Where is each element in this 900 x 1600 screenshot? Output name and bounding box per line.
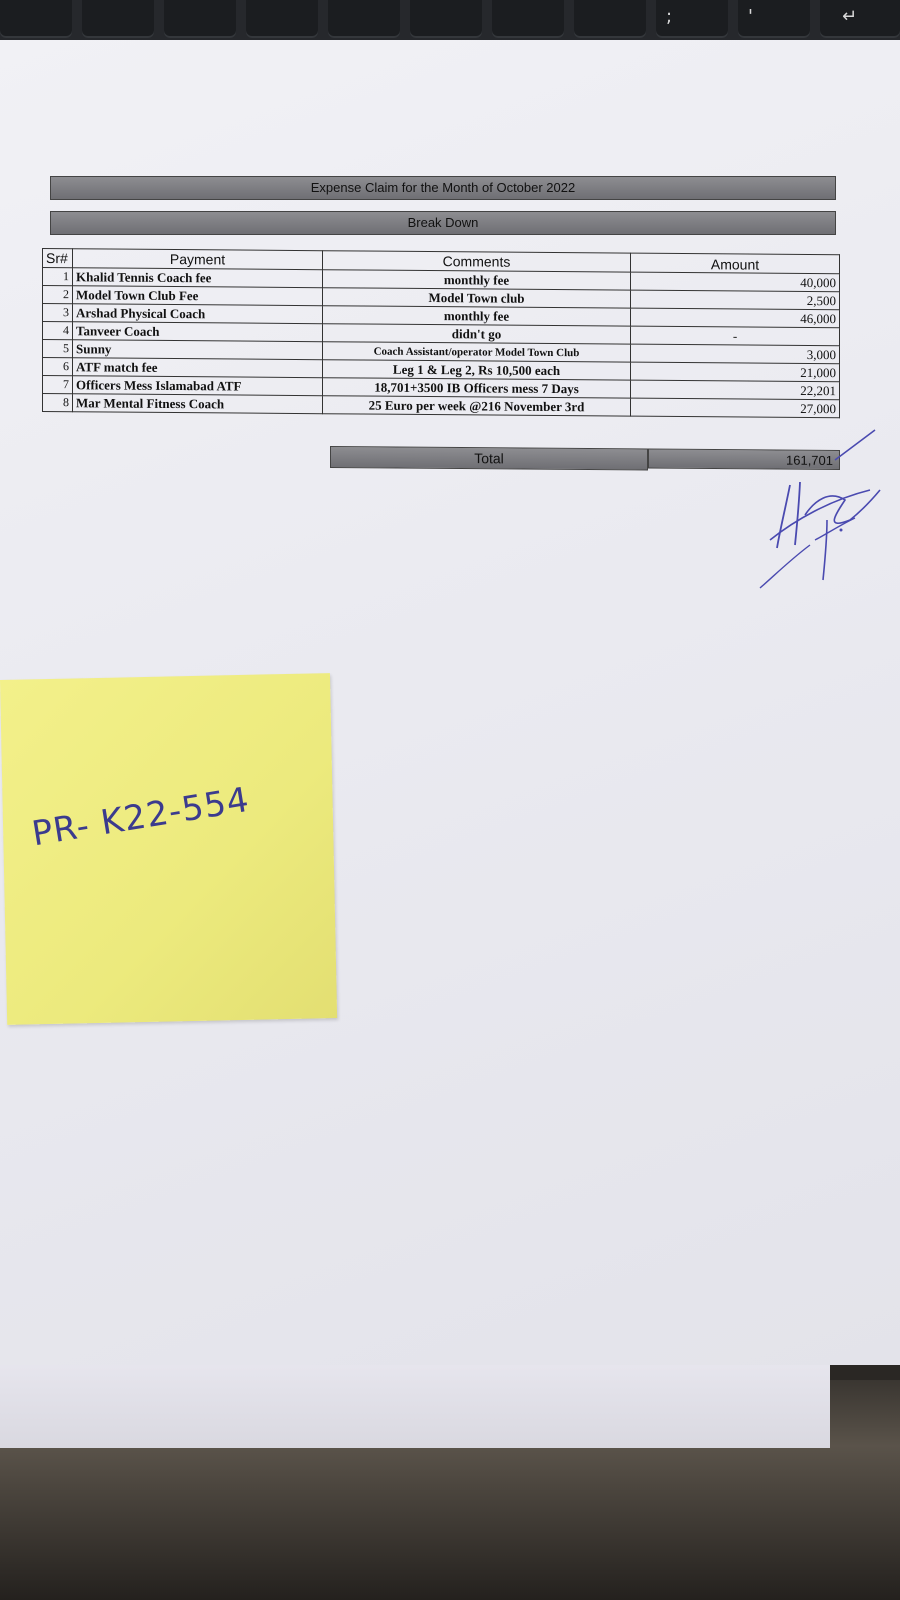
row-sr: 2 — [43, 286, 73, 304]
row-comment: 25 Euro per week @216 November 3rd — [323, 396, 631, 416]
semicolon-glyph: ; — [666, 6, 673, 27]
expense-table — [42, 248, 840, 418]
column-header-amount: Amount — [631, 253, 840, 274]
total-value: 161,701 — [648, 448, 840, 470]
keyboard-key — [0, 0, 72, 38]
row-amount: - — [631, 326, 840, 346]
keyboard-key-semicolon — [656, 0, 728, 38]
enter-icon: ↵ — [842, 6, 858, 27]
row-comment: monthly fee — [323, 270, 631, 290]
row-amount: 2,500 — [631, 290, 840, 310]
row-amount: 21,000 — [631, 362, 840, 382]
keyboard-key-enter — [820, 0, 900, 38]
sticky-note-text: PR- K22-554 — [29, 779, 253, 855]
row-comment: Leg 1 & Leg 2, Rs 10,500 each — [323, 360, 631, 380]
row-payment: Officers Mess Islamabad ATF — [73, 376, 323, 396]
row-payment: Arshad Physical Coach — [73, 304, 323, 324]
keyboard-key — [410, 0, 482, 38]
row-amount: 3,000 — [631, 344, 840, 364]
row-amount: 40,000 — [631, 272, 840, 292]
row-sr: 4 — [43, 322, 73, 340]
row-payment: Tanveer Coach — [73, 322, 323, 342]
quote-glyph: ' — [748, 6, 753, 27]
row-payment: Sunny — [73, 340, 323, 360]
keyboard-key — [246, 0, 318, 38]
row-sr: 8 — [43, 394, 73, 412]
row-sr: 1 — [43, 268, 73, 286]
section-heading: Break Down — [50, 211, 836, 235]
row-payment: ATF match fee — [73, 358, 323, 378]
keyboard-key — [328, 0, 400, 38]
row-payment: Mar Mental Fitness Coach — [73, 394, 323, 414]
row-amount: 22,201 — [631, 380, 840, 400]
sticky-note — [0, 673, 337, 1025]
keyboard-key — [164, 0, 236, 38]
total-label: Total — [330, 446, 648, 470]
keyboard-key — [574, 0, 646, 38]
row-comment: Model Town club — [323, 288, 631, 308]
paper-underneath — [0, 1360, 830, 1448]
row-sr: 3 — [43, 304, 73, 322]
row-amount: 46,000 — [631, 308, 840, 328]
document-title: Expense Claim for the Month of October 2022 — [50, 176, 836, 200]
row-sr: 7 — [43, 376, 73, 394]
row-sr: 6 — [43, 358, 73, 376]
column-header-sr: Sr# — [43, 249, 73, 268]
column-header-comments: Comments — [323, 251, 631, 272]
row-comment: Coach Assistant/operator Model Town Club — [323, 342, 631, 362]
keyboard-key-quote — [738, 0, 810, 38]
keyboard-key — [492, 0, 564, 38]
row-amount: 27,000 — [631, 398, 840, 418]
row-comment: didn't go — [323, 324, 631, 344]
handwritten-signature — [755, 420, 895, 600]
row-payment: Khalid Tennis Coach fee — [73, 268, 323, 288]
row-comment: monthly fee — [323, 306, 631, 326]
keyboard-key — [82, 0, 154, 38]
row-payment: Model Town Club Fee — [73, 286, 323, 306]
column-header-payment: Payment — [73, 249, 323, 270]
row-sr: 5 — [43, 340, 73, 358]
row-comment: 18,701+3500 IB Officers mess 7 Days — [323, 378, 631, 398]
